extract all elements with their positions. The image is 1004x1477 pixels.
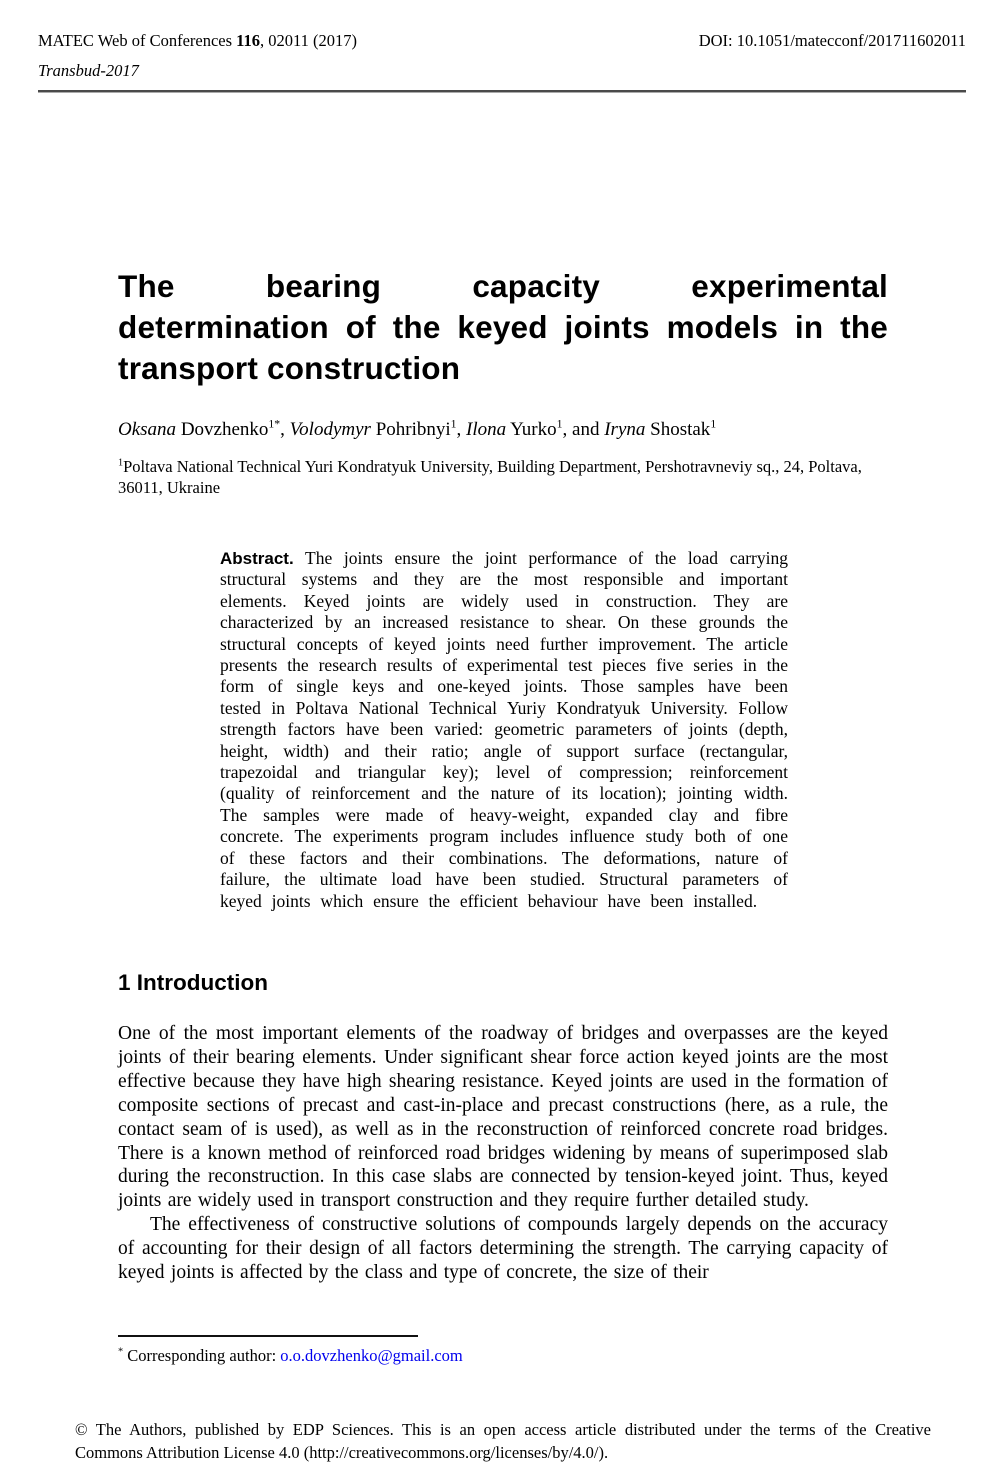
header-rule bbox=[38, 90, 966, 93]
abstract-text: The joints ensure the joint performance of the load carrying structural systems and they are the most responsible and important elements. Keyed joints are widely used in construction. They are characterized by an increased resistance to shear. On these grounds the structural concepts of keyed joints need further improvement. The article presents the research results of experimental test pieces five series in the form of single keys and one-keyed joints. Those samples have been tested in Poltava National Technical Yuriy Kondratyuk University. Follow strength factors have been varied: geometric parameters of joints (depth, height, width) and their ratio; angle of support surface (rectangular, trapezoidal and triangular key); level of compression; reinforcement (quality of reinforcement and the nature of its location); jointing width. The samples were made of heavy-weight, expanded clay and fibre concrete. The experiments program includes influence study both of one of these factors and their combinations. The deformations, nature of failure, the ultimate load have been studied. Structural parameters of keyed joints which ensure the efficient behaviour have been installed. bbox=[220, 548, 788, 911]
section-heading-introduction: 1 Introduction bbox=[118, 970, 268, 995]
introduction-body bbox=[118, 1022, 888, 1285]
affiliation-marker: 1 bbox=[118, 457, 124, 469]
authors-line: Oksana Dovzhenko$^{1*}$, Volodymyr Pohribnyi$^1$, Ilona Yurko$^1$, and Iryna Shostak$^1$ bbox=[118, 417, 717, 440]
paper-title-line: determination of the keyed joints models in the bbox=[118, 309, 888, 345]
paper-title bbox=[118, 266, 888, 389]
running-header bbox=[38, 31, 966, 81]
corresponding-author-email[interactable]: o.o.dovzhenko@gmail.com bbox=[280, 1346, 463, 1365]
abstract bbox=[220, 548, 788, 912]
paper-title-line: The bearing capacity experimental bbox=[118, 268, 888, 304]
footnote-marker: * bbox=[118, 1346, 124, 1358]
footnote-rule bbox=[118, 1335, 418, 1337]
introduction-paragraph: One of the most important elements of the roadway of bridges and overpasses are the keyed joints of their bearing elements. Under significant shear force action keyed joints are the most effective because they have high shearing resistance. Keyed joints are used in the formation of composite sections of precast and cast-in-place and precast constructions (here, as a rule, the contact seam of is used), as well as in the reconstruction of reinforced concrete road bridges. There is a known method of reinforced road bridges widening by means of superimposed slab during the reconstruction. In this case slabs are connected by tension-keyed joint. Thus, keyed joints are widely used in transport construction and they require further detailed study. bbox=[118, 1023, 888, 1212]
footnote-label: Corresponding author: bbox=[127, 1346, 281, 1365]
header-doi: DOI: 10.1051/matecconf/201711602011 bbox=[698, 31, 966, 50]
copyright-line: © The Authors, published by EDP Sciences. This is an open access article distributed under the terms of the Creative bbox=[75, 1420, 931, 1439]
corresponding-author-footnote bbox=[118, 1346, 888, 1366]
header-conference-name: Transbud-2017 bbox=[38, 61, 139, 80]
header-citation: MATEC Web of Conferences 116, 02011 (2017) bbox=[38, 31, 358, 50]
affiliation-text: Poltava National Technical Yuri Kondratyuk University, Building Department, Pershotravneviy sq., 24, Poltava, 36011, Ukraine bbox=[118, 457, 862, 497]
paper-title-line: transport construction bbox=[118, 350, 461, 386]
copyright-line: Commons Attribution License 4.0 (http://creativecommons.org/licenses/by/4.0/). bbox=[75, 1443, 609, 1462]
affiliation bbox=[118, 456, 888, 498]
introduction-paragraph: The effectiveness of constructive solutions of compounds largely depends on the accuracy of accounting for their design of all factors determining the strength. The carrying capacity of keyed joints is affected by the class and type of concrete, the size of their bbox=[118, 1214, 888, 1284]
copyright-notice bbox=[75, 1418, 931, 1464]
abstract-label: Abstract. bbox=[220, 549, 294, 568]
